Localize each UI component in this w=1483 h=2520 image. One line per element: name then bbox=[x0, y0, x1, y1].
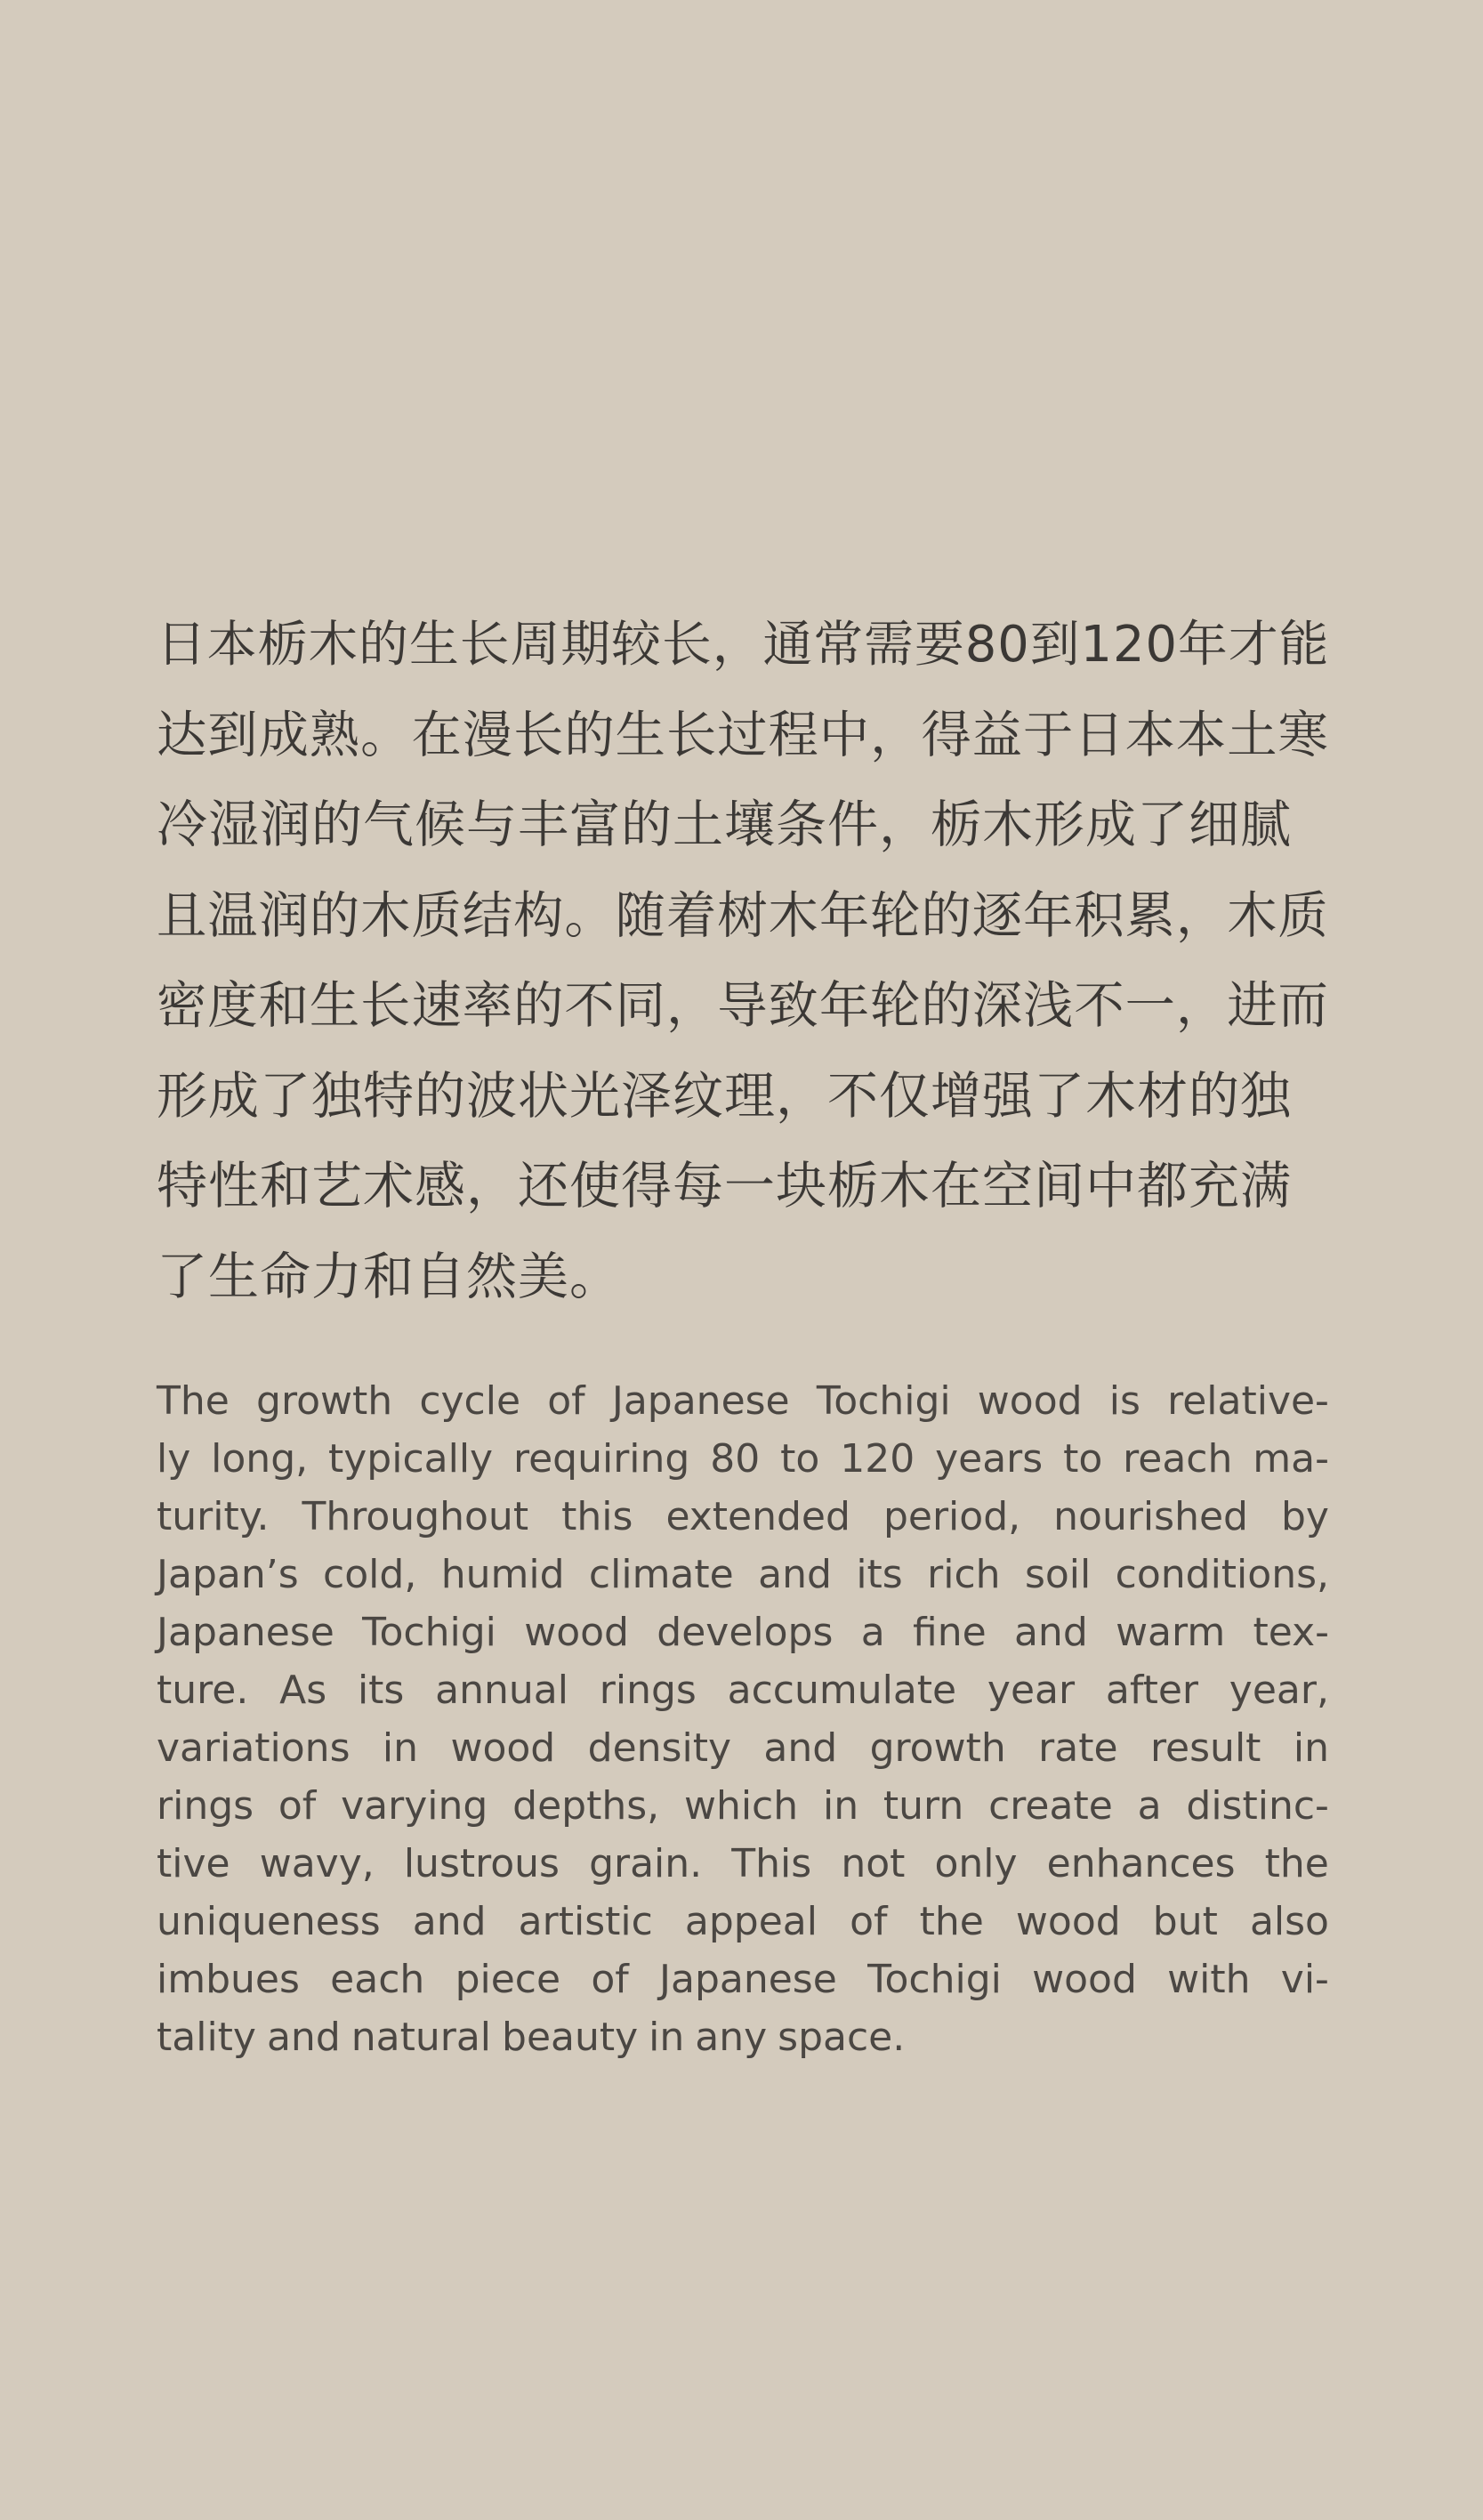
english-text-line: turity. Throughout this extended period, nourished by bbox=[157, 1494, 1329, 1539]
chinese-text-line: 形成了独特的波状光泽纹理，不仅增强了木材的独 bbox=[157, 1066, 1292, 1126]
english-text-line: tive wavy, lustrous grain. This not only enhances the bbox=[157, 1841, 1329, 1886]
english-text-line: variations in wood density and growth rate result in bbox=[157, 1725, 1329, 1771]
chinese-text-line: 且温润的木质结构。随着树木年轮的逐年积累，木质 bbox=[157, 886, 1329, 945]
chinese-text-line: 日本栃木的生长周期较长，通常需要80到120年才能 bbox=[157, 616, 1330, 674]
chinese-text-line: 冷湿润的气候与丰富的土壤条件，栃木形成了细腻 bbox=[157, 796, 1292, 854]
chinese-text-line: 密度和生长速率的不同，导致年轮的深浅不一，进而 bbox=[157, 977, 1329, 1035]
english-text-line: tality and natural beauty in any space. bbox=[157, 2015, 906, 2060]
english-text-line: The growth cycle of Japanese Tochigi wood is relative- bbox=[157, 1378, 1329, 1424]
english-text-line: uniqueness and artistic appeal of the wood but also bbox=[157, 1899, 1329, 1944]
english-text-line: Japan’s cold, humid climate and its rich soil conditions, bbox=[157, 1552, 1329, 1597]
chinese-text-line: 特性和艺术感，还使得每一块栃木在空间中都充满 bbox=[157, 1157, 1292, 1216]
chinese-text-line: 达到成熟。在漫长的生长过程中，得益于日本本土寒 bbox=[157, 706, 1329, 764]
english-text-line: imbues each piece of Japanese Tochigi wood with vi- bbox=[157, 1957, 1329, 2002]
chinese-text-line: 了生命力和自然美。 bbox=[157, 1247, 621, 1306]
english-text-line: rings of varying depths, which in turn create a distinc- bbox=[157, 1783, 1329, 1829]
english-text-line: Japanese Tochigi wood develops a fine and warm tex- bbox=[157, 1610, 1329, 1655]
english-paragraph bbox=[157, 1372, 1329, 2066]
english-text-line: ture. As its annual rings accumulate year after year, bbox=[157, 1668, 1329, 1713]
chinese-paragraph bbox=[157, 600, 1329, 1322]
english-text-line: ly long, typically requiring 80 to 120 years to reach ma- bbox=[157, 1436, 1329, 1482]
